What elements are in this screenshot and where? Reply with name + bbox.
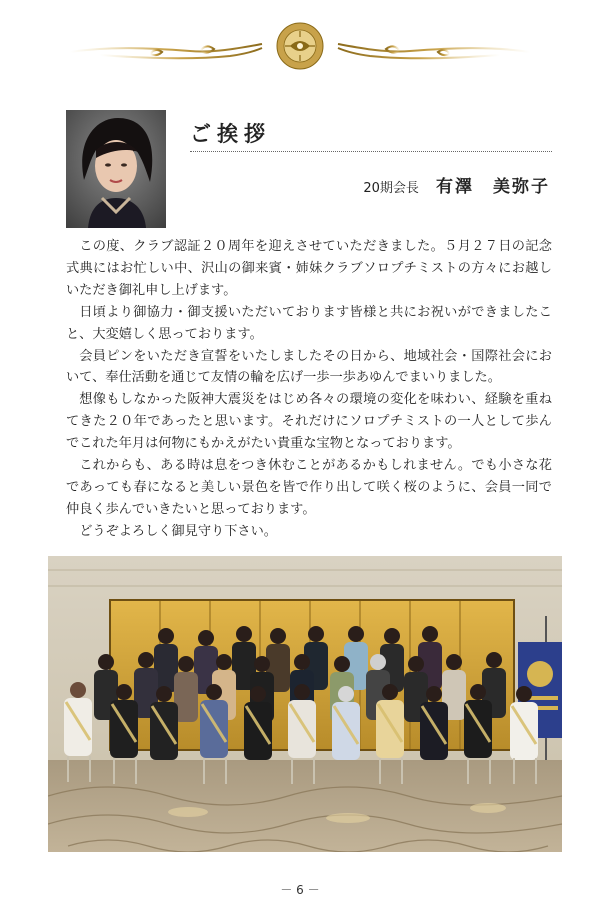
paragraph: この度、クラブ認証２０周年を迎えさせていただきました。５月２７日の記念式典にはお忙しい中、沢山の御来賓・姉妹クラブソロプチミストの方々にお越しいただき御礼申し上げます。 (66, 239, 552, 298)
left-flourish (70, 44, 262, 58)
paragraph: どうぞよろしく御見守り下さい。 (79, 523, 277, 539)
page-title: ご挨拶 (190, 121, 271, 146)
page-number: － 6 － (280, 883, 320, 897)
paragraph: これからも、ある時は息をつき休むことがあるかもしれません。でも小さな花であっても春になると美しい景色を皆で作り出して咲く桜のように、会員一同で仲良く歩んでいきたいと思っております。 (66, 458, 552, 517)
signature (363, 172, 550, 197)
paragraph: 会員ピンをいただき宣誓をいたしましたその日から、地域社会・国際社会において、奉仕活動を通じて友情の輪を広げ一歩一歩あゆんでまいりました。 (66, 348, 552, 386)
paragraph: 日頃より御協力・御支援いただいております皆様と共にお祝いができましたこと、大変嬉しく思っております。 (66, 304, 552, 342)
right-flourish (338, 44, 530, 58)
group-photo (48, 556, 562, 852)
paragraph: 想像もしなかった阪神大震災をはじめ各々の環境の変化を味わい、経験を重ねてきた２０年であったと思います。それだけにソロプチミストの一人として歩んでこれた年月は何物にもかえがたい貴重な宝物となっております。 (66, 392, 552, 452)
soroptimist-emblem-icon (276, 22, 324, 70)
author-name: 有澤 美弥子 (436, 177, 550, 197)
title-divider (190, 151, 552, 152)
president-portrait (66, 110, 166, 228)
greeting-body (66, 236, 552, 543)
author-role: 20期会長 (363, 181, 419, 196)
